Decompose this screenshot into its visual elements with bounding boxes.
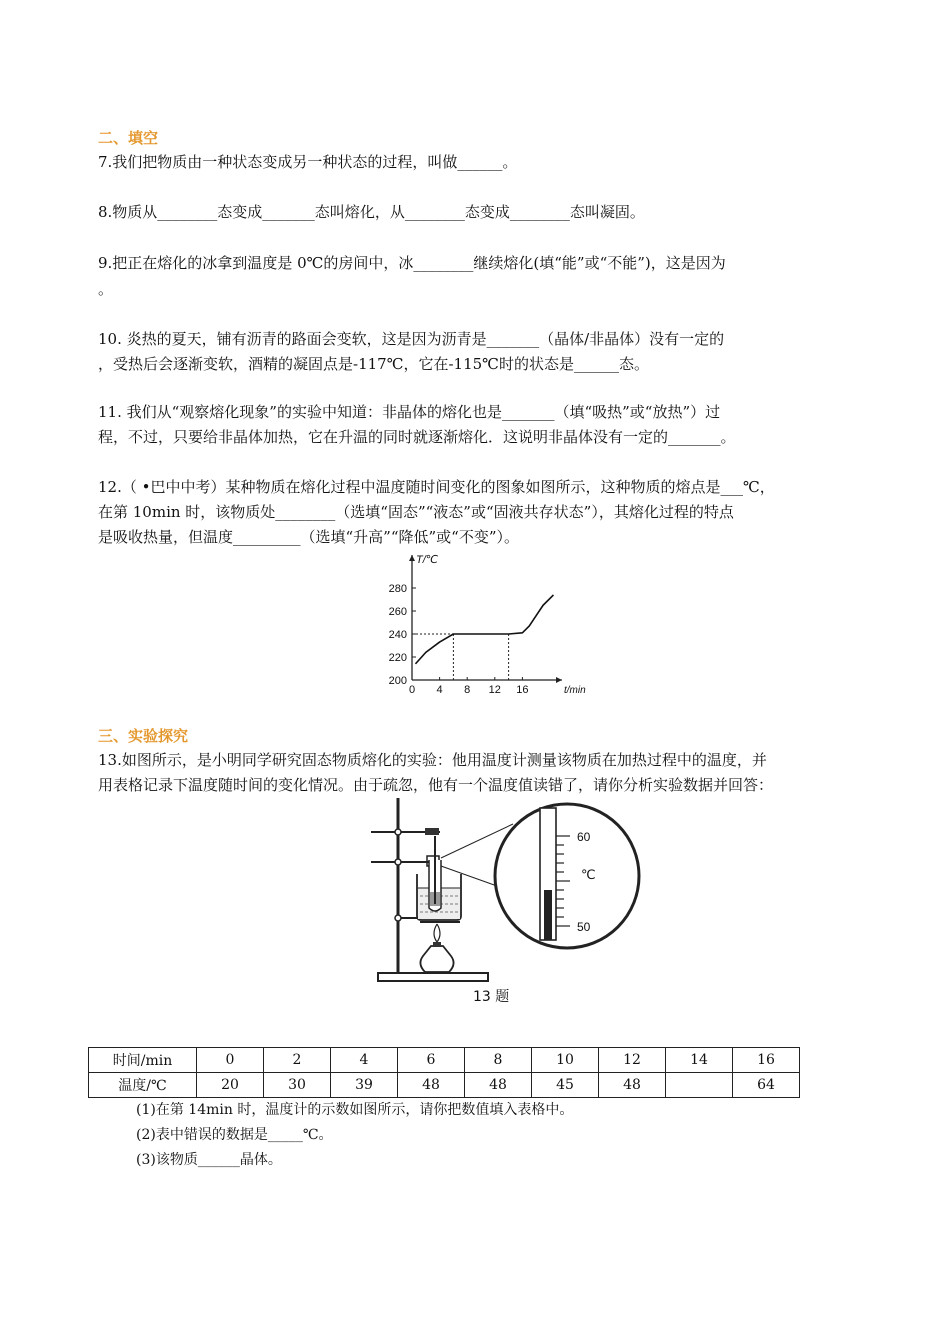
question-11-line2: 程，不过，只要给非晶体加热，它在升温的同时就逐渐熔化．这说明非晶体没有一定的_______。 [98,428,736,446]
experiment-apparatus-figure [365,796,595,1006]
time-cell: 6 [398,1048,465,1073]
x-tick-label: 4 [436,684,443,696]
x-axis-label: t/min [564,685,586,696]
time-row [89,1048,800,1073]
sub-question-3: (3)该物质______晶体。 [136,1152,282,1168]
time-cell: 0 [197,1048,264,1073]
alcohol-lamp [420,946,453,972]
temp-cell: 48 [398,1073,465,1098]
thermo-high-label: 60 [577,830,591,844]
thermo-low-label: 50 [577,920,591,934]
x-tick-label: 8 [464,684,471,696]
temp-cell: 64 [733,1073,800,1098]
y-axis-label: T/℃ [416,554,439,566]
temp-cell: 48 [465,1073,532,1098]
x-tick-label: 12 [488,684,501,696]
section-title-fill-blank: 二、填空 [98,129,159,147]
time-cell: 14 [666,1048,733,1073]
question-10-line2: ，受热后会逐渐变软，酒精的凝固点是-117℃，它在-115℃时的状态是______态。 [98,355,649,373]
thermo-unit-label: ℃ [581,867,596,882]
stand-base [378,973,488,981]
time-header: 时间/min [89,1048,197,1073]
sub-question-2: (2)表中错误的数据是_____℃。 [136,1127,333,1143]
y-tick-label: 280 [388,583,407,595]
question-10-line1: 10. 炎热的夏天，铺有沥青的路面会变软，这是因为沥青是_______（晶体/非晶体）没有一定的 [98,330,725,348]
temp-cell: 45 [532,1073,599,1098]
question-12-line2: 在第 10min 时，该物质处________（选填“固态”“液态”或“固液共存状态”），其熔化过程的特点 [98,503,734,521]
mercury-column [544,890,552,940]
question-11-line1: 11. 我们从“观察熔化现象”的实验中知道：非晶体的熔化也是_______（填“吸热”或“放热”）过 [98,403,721,421]
temp-cell-blank [666,1073,733,1098]
sub-question-1: (1)在第 14min 时，温度计的示数如图所示，请你把数值填入表格中。 [136,1102,574,1118]
temp-cell: 20 [197,1073,264,1098]
time-cell: 8 [465,1048,532,1073]
question-12-line3: 是吸收热量，但温度_________（选填“升高”“降低”或“不变”）。 [98,528,520,546]
x-axis-arrow [556,677,562,683]
y-tick-label: 260 [388,606,407,618]
melting-temperature-chart [372,547,586,697]
question-7: 7.我们把物质由一种状态变成另一种状态的过程，叫做______。 [98,153,518,171]
temperature-row [89,1073,800,1098]
time-cell: 4 [331,1048,398,1073]
y-tick-label: 200 [388,675,407,687]
section-title-experiment: 三、实验探究 [98,727,189,745]
figure-13-caption: 13 题 [473,989,510,1005]
temp-cell: 48 [599,1073,666,1098]
flame [434,924,440,942]
temp-cell: 30 [264,1073,331,1098]
time-cell: 12 [599,1048,666,1073]
y-tick-label: 240 [388,629,407,641]
question-9-line1: 9.把正在熔化的冰拿到温度是 0℃的房间中，冰________继续熔化(填“能”或“不能”)，这是因为 [98,254,726,272]
y-tick-label: 220 [388,652,407,664]
question-9-line2: 。 [98,280,114,298]
time-cell: 16 [733,1048,800,1073]
temp-cell: 39 [331,1073,398,1098]
time-cell: 2 [264,1048,331,1073]
time-cell: 10 [532,1048,599,1073]
temperature-table [88,1047,800,1098]
question-13-line1: 13.如图所示，是小明同学研究固态物质熔化的实验：他用温度计测量该物质在加热过程中的温度，并 [98,751,767,769]
x-tick-label: 0 [408,684,416,696]
y-axis-arrow [409,555,415,561]
x-tick-label: 16 [516,684,529,696]
question-8: 8.物质从________态变成_______态叫熔化，从________态变成________态叫凝固。 [98,203,645,221]
temp-header: 温度/℃ [89,1073,197,1098]
question-13-line2: 用表格记录下温度随时间的变化情况。由于疏忽，他有一个温度值读错了，请你分析实验数据并回答： [98,776,774,794]
question-12-line1: 12.（ •巴中中考）某种物质在熔化过程中温度随时间变化的图象如图所示，这种物质的熔点是___℃， [98,478,775,496]
melting-curve-line [415,595,553,664]
